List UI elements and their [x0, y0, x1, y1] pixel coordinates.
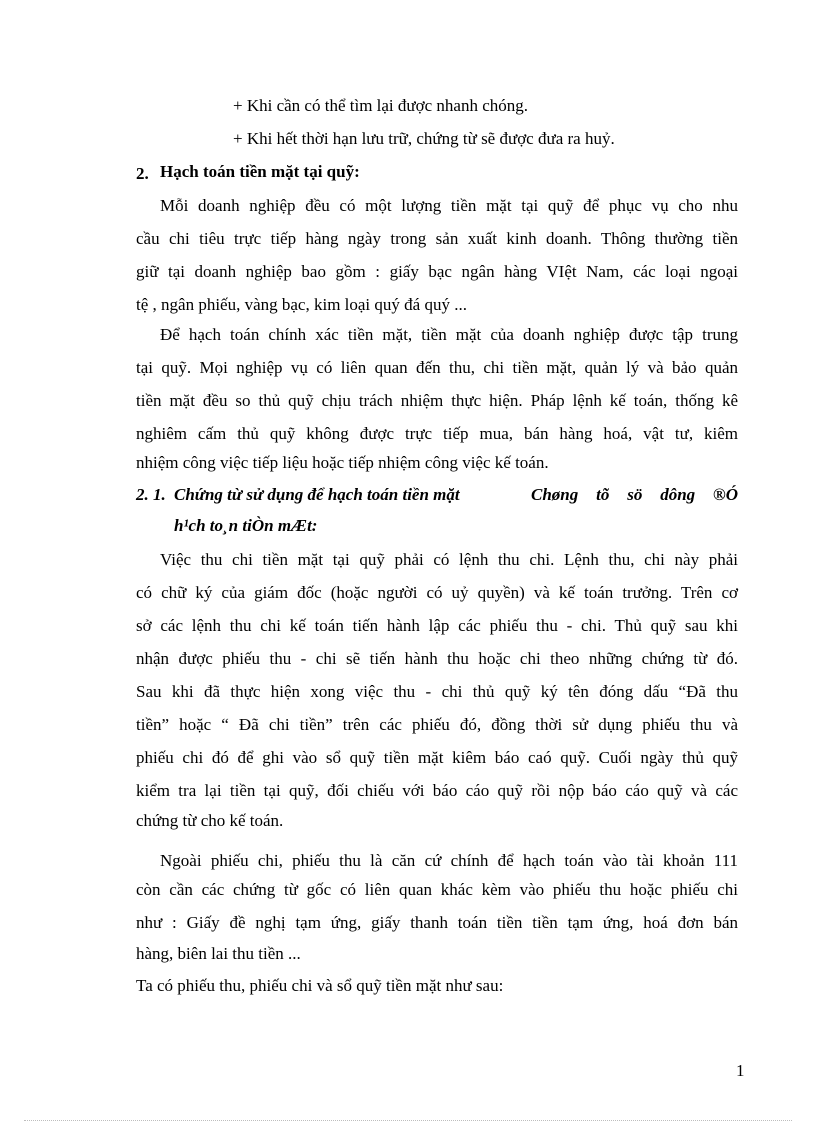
- paragraph-line: nghiêm cấm thủ quỹ không được trực tiếp mua, bán hàng hoá, vật tư, kiêm: [136, 424, 738, 443]
- bullet-item: + Khi hết thời hạn lưu trữ, chứng từ sẽ được đưa ra huỷ.: [233, 129, 615, 148]
- footer-divider: [24, 1120, 792, 1121]
- paragraph-line: giữ tại doanh nghiệp bao gồm : giấy bạc ngân hàng VIệt Nam, các loại ngoại: [136, 262, 738, 281]
- subsection-garbled-title: Chøng tõ sö dông ®Ó: [531, 485, 738, 504]
- section-title: Hạch toán tiền mặt tại quỹ:: [160, 162, 360, 181]
- paragraph-line: tại quỹ. Mọi nghiệp vụ có liên quan đến thu, chi tiền mặt, quản lý và bảo quản: [136, 358, 738, 377]
- paragraph-line: phiếu chi đó để ghi vào sổ quỹ tiền mặt kiêm báo caó quỹ. Cuối ngày thủ quỹ: [136, 748, 738, 767]
- page-number: 1: [736, 1061, 745, 1080]
- bullet-item: + Khi cần có thể tìm lại được nhanh chóng.: [233, 96, 528, 115]
- closing-line: Ta có phiếu thu, phiếu chi và sổ quỹ tiền mặt như sau:: [136, 976, 504, 995]
- paragraph-line: tệ , ngân phiếu, vàng bạc, kim loại quý đá quý ...: [136, 295, 467, 314]
- paragraph-line: cầu chi tiêu trực tiếp hàng ngày trong sản xuất kinh doanh. Thông thường tiền: [136, 229, 738, 248]
- paragraph-line: như : Giấy đề nghị tạm ứng, giấy thanh toán tiền tiền tạm ứng, hoá đơn bán: [136, 913, 738, 932]
- paragraph-line: tiền” hoặc “ Đã chi tiền” trên các phiếu đó, đồng thời sử dụng phiếu thu và: [136, 715, 738, 734]
- paragraph-line: Ngoài phiếu chi, phiếu thu là căn cứ chính để hạch toán vào tài khoản 111: [160, 851, 738, 870]
- subsection-garbled-title: h¹ch to¸n tiÒn mÆt:: [174, 516, 318, 535]
- paragraph-line: Sau khi đã thực hiện xong việc thu - chi thủ quỹ ký tên đóng dấu “Đã thu: [136, 682, 738, 701]
- subsection-number: 2. 1.: [136, 485, 166, 504]
- paragraph-line: tiền mặt đều so thủ quỹ chịu trách nhiệm thực hiện. Pháp lệnh kế toán, thống kê: [136, 391, 738, 410]
- paragraph-line: Để hạch toán chính xác tiền mặt, tiền mặt của doanh nghiệp được tập trung: [160, 325, 738, 344]
- paragraph-line: chứng từ cho kế toán.: [136, 811, 284, 830]
- paragraph-line: nhận được phiếu thu - chi sẽ tiến hành thu hoặc chi theo những chứng từ đó.: [136, 649, 738, 668]
- section-number: 2.: [136, 164, 149, 183]
- paragraph-line: kiểm tra lại tiền tại quỹ, đối chiếu với báo cáo quỹ rồi nộp báo cáo quỹ và các: [136, 781, 738, 800]
- subsection-title: Chứng từ sử dụng để hạch toán tiền mặt: [174, 485, 460, 504]
- paragraph-line: có chữ ký của giám đốc (hoặc người có uỷ quyền) và kế toán trưởng. Trên cơ: [136, 583, 738, 602]
- paragraph-line: Việc thu chi tiền mặt tại quỹ phải có lệnh thu chi. Lệnh thu, chi này phải: [160, 550, 738, 569]
- paragraph-line: hàng, biên lai thu tiền ...: [136, 944, 301, 963]
- paragraph-line: nhiệm công việc tiếp liệu hoặc tiếp nhiệm công việc kế toán.: [136, 453, 549, 472]
- paragraph-line: Mỗi doanh nghiệp đều có một lượng tiền mặt tại quỹ để phục vụ cho nhu: [160, 196, 738, 215]
- paragraph-line: còn cần các chứng từ gốc có liên quan khác kèm vào phiếu thu hoặc phiếu chi: [136, 880, 738, 899]
- paragraph-line: sở các lệnh thu chi kế toán tiến hành lập các phiếu thu - chi. Thủ quỹ sau khi: [136, 616, 738, 635]
